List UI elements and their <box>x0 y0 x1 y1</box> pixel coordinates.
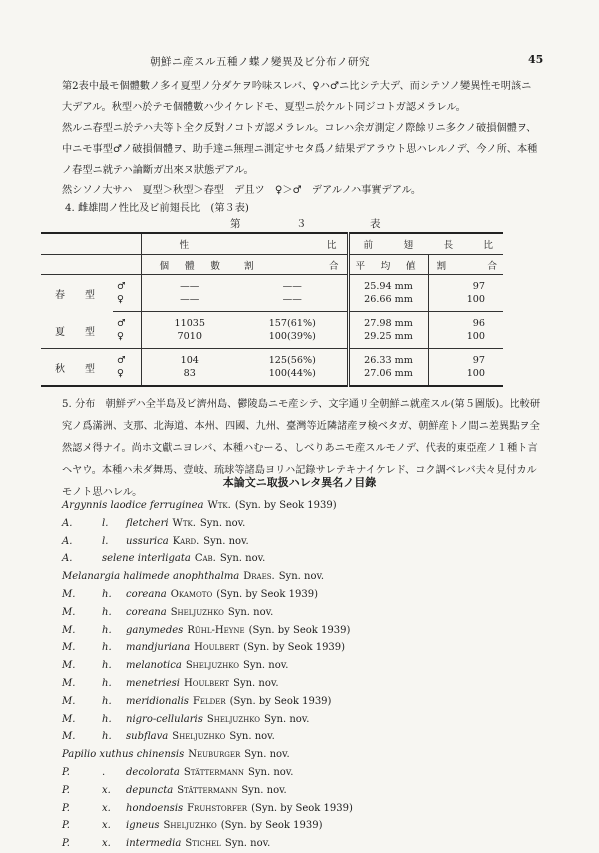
taxon-name: selene interligata <box>102 553 191 565</box>
list-item <box>62 533 542 551</box>
list-item <box>62 497 542 515</box>
synonym-note: (Syn. by Seok 1939) <box>251 802 353 814</box>
table-title-part: 表 <box>370 218 381 230</box>
season-label: 春 型 <box>55 290 95 302</box>
section-4-heading: 4. 雌雄間ノ性比及ビ前翅長比 (第３表) <box>65 203 249 214</box>
list-item <box>62 782 542 800</box>
taxon-entry <box>126 675 279 693</box>
genus-abbrev: M. <box>62 677 76 689</box>
genus-abbrev: M. <box>62 624 76 636</box>
synonym-list-title: 本論文ニ取扱ハレタ異名ノ目錄 <box>222 476 377 489</box>
genus-abbrev: P. <box>62 802 70 814</box>
genus-abbrev: A. <box>62 535 73 547</box>
genus-abbrev: P. <box>62 784 70 796</box>
taxon-name: ganymedes <box>126 624 184 636</box>
synonym-note: Syn. nov. <box>203 535 249 547</box>
taxon-author: Rühl-Heyne <box>187 624 245 636</box>
species-abbrev: h. <box>102 677 112 689</box>
synonym-note: Syn. nov. <box>229 731 275 743</box>
taxon-name: fletcheri <box>126 517 169 529</box>
table-row: 夏 型 ♂ 11035 157(61%) 27.98 mm 96 <box>41 312 503 331</box>
taxon-name: subflava <box>126 731 169 743</box>
page-number: 45 <box>528 53 544 66</box>
list-item <box>62 746 542 764</box>
list-item <box>62 800 542 818</box>
taxon-author: Okamoto <box>170 588 213 600</box>
paragraph-3: 然シソノ大サハ 夏型＞秋型＞春型 デ且ツ ♀＞♂ デアルノハ事實デアル。 <box>62 185 422 196</box>
taxon-author: Felder <box>192 695 226 707</box>
taxon-author: Cab. <box>194 553 216 565</box>
header-sex-ratio: 性 比 <box>141 233 348 255</box>
taxon-author: Sheljuzhko <box>163 820 217 832</box>
list-item <box>62 675 542 693</box>
header-title: 朝鮮ニ産スル五種ノ蝶ノ變異及ビ分布ノ研究 <box>150 56 370 68</box>
table-3 <box>41 232 503 387</box>
synonym-note: (Syn. by Seok 1939) <box>220 820 323 832</box>
table-row: 秋 型 ♂ 104 125(56%) 26.33 mm 97 <box>41 349 503 368</box>
taxon-name: intermedia <box>126 838 182 850</box>
taxon-name: Papilio xuthus chinensis <box>62 749 185 761</box>
sex-symbol: ♂ <box>117 281 126 292</box>
synonym-note: Syn. nov. <box>219 553 266 565</box>
synonym-note: Syn. nov. <box>227 606 274 618</box>
running-header <box>0 54 599 70</box>
taxon-entry <box>126 693 331 711</box>
taxon-entry <box>62 746 290 764</box>
sex-symbol: ♂ <box>117 318 126 329</box>
paragraph-1: 第2表中最モ個體數ノ多イ夏型ノ分ダケヲ吟味スレバ、♀ハ♂ニ比シテ大デ、而シテソノ變異性モ明該ニ大デアル。秋型ハ於テモ個體數ハ少イケレドモ、夏型ニ於ケルト同ジコトガ認メラレル。 <box>62 81 532 113</box>
genus-abbrev: M. <box>62 660 76 672</box>
synonym-note: Syn. nov. <box>248 766 294 778</box>
taxon-entry <box>126 728 275 746</box>
taxon-entry <box>62 568 324 586</box>
taxon-author: Houlbert <box>184 677 230 689</box>
taxon-entry <box>126 782 287 800</box>
taxon-entry <box>126 639 345 657</box>
taxon-entry <box>126 835 270 853</box>
taxon-author: Wtk. <box>172 517 196 529</box>
genus-abbrev: P. <box>62 766 70 778</box>
season-label: 秋 型 <box>55 364 95 375</box>
taxon-entry <box>126 604 273 622</box>
taxon-entry <box>126 622 350 640</box>
list-item <box>62 728 542 746</box>
list-item <box>62 586 542 604</box>
taxon-author: Stichel <box>185 838 221 850</box>
list-item <box>62 568 542 586</box>
taxon-author: Sheljuzhko <box>172 731 226 743</box>
species-abbrev: h. <box>102 731 112 743</box>
table-row: ♀ 83 100(44%) 27.06 mm 100 <box>41 367 503 386</box>
taxon-name: hondoensis <box>126 802 184 814</box>
taxon-entry <box>126 515 245 533</box>
taxon-name: nigro-cellularis <box>126 713 203 725</box>
sex-symbol: ♀ <box>113 330 141 349</box>
taxon-author: Fruhstorfer <box>187 802 248 814</box>
species-abbrev: h. <box>102 588 112 600</box>
taxon-name: meridionalis <box>126 695 189 707</box>
taxon-name: menetriesi <box>126 677 181 689</box>
species-abbrev: l. <box>102 535 109 547</box>
list-item <box>62 550 542 568</box>
header-ratio2: 割 合 <box>428 255 503 275</box>
taxon-name: melanotica <box>126 660 182 672</box>
species-abbrev: h. <box>102 624 112 636</box>
synonym-note: Syn. nov. <box>242 660 289 672</box>
list-item <box>62 515 542 533</box>
species-abbrev: . <box>102 766 106 778</box>
synonym-list <box>62 497 542 853</box>
table-row: 春 型 ♂ —— —— 25.94 mm 97 <box>41 275 503 294</box>
taxon-entry <box>126 800 353 818</box>
header-mean: 平 均 値 <box>348 255 428 275</box>
taxon-entry <box>126 586 318 604</box>
list-item <box>62 622 542 640</box>
list-item <box>62 817 542 835</box>
taxon-name: mandjuriana <box>126 642 191 654</box>
taxon-name: coreana <box>126 588 167 600</box>
species-abbrev: h. <box>102 713 112 725</box>
taxon-name: decolorata <box>126 766 180 778</box>
taxon-entry <box>126 817 323 835</box>
synonym-note: (Syn. by Seok 1939) <box>234 500 337 511</box>
taxon-entry <box>126 764 293 782</box>
paragraph-2: 然ルニ春型ニ於テハ夫等ト全ク反對ノコトガ認メラレル。コレハ余ガ測定ノ際餘リニ多クノ破損個體ヲ、中ニモ事型♂ノ破損個體ヲ、助手達ニ無理ニ測定サセタ爲ノ結果デアラウト思ハレルノデ、今ノ所、本種ノ春型ニ就テハ論斷ガ出來ヌ狀態デアル。 <box>62 123 538 176</box>
synonym-note: (Syn. by Seok 1939) <box>216 588 319 600</box>
taxon-author: Kard. <box>172 535 200 547</box>
taxon-author: Sheljuzhko <box>185 660 239 672</box>
season-label: 夏 型 <box>41 312 113 349</box>
synonym-note: Syn. nov. <box>199 517 246 529</box>
genus-abbrev: M. <box>62 731 76 743</box>
synonym-note: Syn. nov. <box>224 838 271 850</box>
sex-symbol: ♂ <box>117 355 126 366</box>
synonym-note: Syn. nov. <box>233 677 279 689</box>
table-row: ♀ —— —— 26.66 mm 100 <box>41 293 503 312</box>
genus-abbrev: M. <box>62 695 76 707</box>
header-count: 個 體 數 <box>141 255 238 275</box>
taxon-author: Wtk. <box>207 500 231 511</box>
synonym-note: (Syn. by Seok 1939) <box>248 624 351 636</box>
taxon-author: Draes. <box>243 571 275 583</box>
taxon-name: Argynnis laodice ferruginea <box>62 500 204 511</box>
genus-abbrev: M. <box>62 713 76 725</box>
taxon-author: Houlbert <box>194 642 240 654</box>
taxon-entry <box>62 497 337 515</box>
species-abbrev: h. <box>102 660 112 672</box>
species-abbrev: l. <box>102 517 109 529</box>
list-item <box>62 639 542 657</box>
genus-abbrev: M. <box>62 642 76 654</box>
taxon-entry <box>126 657 288 675</box>
taxon-name: ussurica <box>126 535 169 547</box>
taxon-author: Neuburger <box>188 749 241 761</box>
genus-abbrev: P. <box>62 820 70 832</box>
genus-abbrev: M. <box>62 606 76 618</box>
taxon-entry <box>126 711 309 729</box>
list-item <box>62 835 542 853</box>
genus-abbrev: M. <box>62 588 76 600</box>
synonym-note: (Syn. by Seok 1939) <box>229 695 332 707</box>
taxon-entry <box>126 533 249 551</box>
genus-abbrev: A. <box>62 553 73 565</box>
synonym-note: Syn. nov. <box>244 749 290 761</box>
species-abbrev: x. <box>102 784 111 796</box>
species-abbrev: x. <box>102 838 111 850</box>
section-5-paragraph: 5. 分布 朝鮮デハ全半島及ビ濟州島、鬱陵島ニモ産シテ、文字通リ全朝鮮ニ就産スル(第５圖版)。比較研究ノ爲滿洲、支那、北海道、本州、四國、九州、臺灣等近隣諸産ヲ検ベタガ、朝鮮産トノ間ニ差異點ヲ全然認メ得ナイ。尚ホ文獻ニヨレバ、本種ハむーる、しべりあニモ産スルモノデ、代表的東亞産ノ１種ト言ヘヤウ。本種ハ未ダ舞馬、壹岐、琉球等諸島ヨリハ記錄サレテキナイケレド、コク調ベレバ夫々見付カルモノト思ハレル。 <box>62 399 541 498</box>
table-title-part: ３ <box>296 218 307 230</box>
taxon-name: depuncta <box>126 784 174 796</box>
synonym-note: Syn. nov. <box>278 571 325 583</box>
list-item <box>62 764 542 782</box>
sex-symbol: ♀ <box>113 293 141 312</box>
taxon-author: Stättermann <box>183 766 245 778</box>
species-abbrev: h. <box>102 695 112 707</box>
header-forewing-ratio: 前 翅 長 比 <box>348 233 503 255</box>
list-item <box>62 711 542 729</box>
taxon-author: Sheljuzhko <box>206 713 261 725</box>
taxon-name: igneus <box>126 820 160 832</box>
species-abbrev: h. <box>102 642 112 654</box>
header-ratio: 割 合 <box>238 255 348 275</box>
list-item <box>62 657 542 675</box>
genus-abbrev: P. <box>62 838 70 850</box>
species-abbrev: x. <box>102 820 111 832</box>
table-row: ♀ 7010 100(39%) 29.25 mm 100 <box>41 330 503 349</box>
taxon-name: Melanargia halimede anophthalma <box>62 571 240 583</box>
sex-symbol: ♀ <box>117 368 125 379</box>
taxon-author: Sheljuzhko <box>170 606 224 618</box>
list-item <box>62 693 542 711</box>
table-title-part: 第 <box>230 218 241 230</box>
species-abbrev: h. <box>102 606 112 618</box>
synonym-note: Syn. nov. <box>264 713 310 725</box>
genus-abbrev: A. <box>62 517 73 529</box>
taxon-name: coreana <box>126 606 167 618</box>
species-abbrev: x. <box>102 802 111 814</box>
taxon-entry <box>102 550 265 568</box>
synonym-note: (Syn. by Seok 1939) <box>243 642 346 654</box>
taxon-author: Stättermann <box>177 784 238 796</box>
list-item <box>62 604 542 622</box>
table-title <box>0 216 599 232</box>
synonym-note: Syn. nov. <box>241 784 287 796</box>
